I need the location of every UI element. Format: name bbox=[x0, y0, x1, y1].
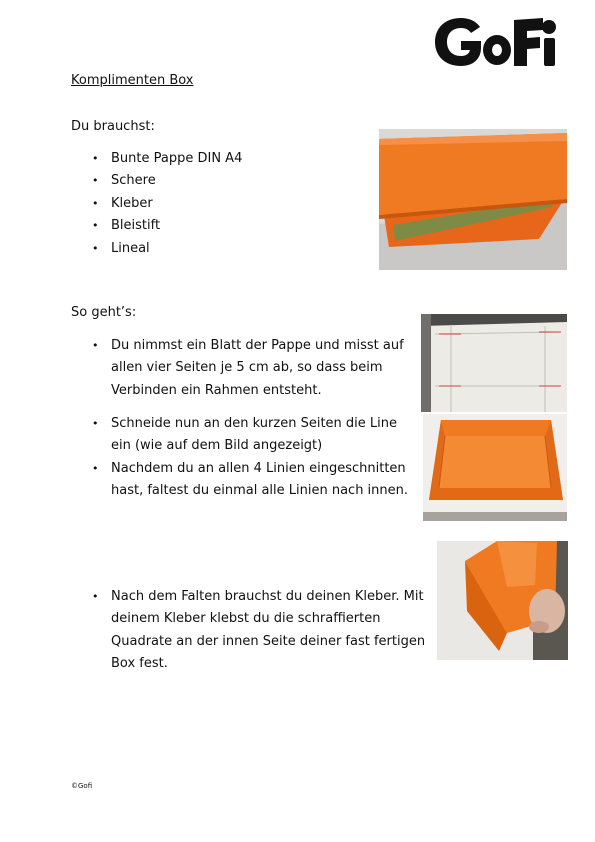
list-item: • Du nimmst ein Blatt der Pappe und misst auf allen vier Seiten je 5 cm ab, so dass beim Verbinden ein Rahmen entsteht. bbox=[71, 335, 404, 402]
materials-list bbox=[71, 148, 242, 260]
list-item: • Schere bbox=[71, 170, 242, 192]
gluing-photo bbox=[437, 541, 568, 660]
list-item: • Bleistift bbox=[71, 215, 242, 237]
list-item: • Bunte Pappe DIN A4 bbox=[71, 148, 242, 170]
list-item: • Schneide nun an den kurzen Seiten die Line ein (wie auf dem Bild angezeigt) bbox=[71, 413, 408, 458]
measuring-photo bbox=[421, 314, 567, 412]
step-list-3 bbox=[71, 586, 425, 676]
page-title: Komplimenten Box bbox=[71, 73, 194, 88]
instructions-heading: So geht’s: bbox=[71, 305, 137, 320]
box-photo bbox=[379, 129, 567, 270]
list-item: • Kleber bbox=[71, 193, 242, 215]
list-item: • Nach dem Falten brauchst du deinen Kleber. Mit deinem Kleber klebst du die schraffierten Quadrate an der innen Seite deiner fast fertigen Box fest. bbox=[71, 586, 425, 676]
materials-heading: Du brauchst: bbox=[71, 119, 155, 134]
list-item: • Nachdem du an allen 4 Linien eingeschnitten hast, faltest du einmal alle Linien nach innen. bbox=[71, 458, 408, 503]
step-list-1 bbox=[71, 335, 404, 402]
cut-sheet-photo bbox=[423, 414, 567, 521]
step-list-2 bbox=[71, 413, 408, 503]
footer-copyright: ©Gofi bbox=[71, 782, 93, 790]
gofi-logo bbox=[431, 12, 557, 70]
list-item: • Lineal bbox=[71, 238, 242, 260]
